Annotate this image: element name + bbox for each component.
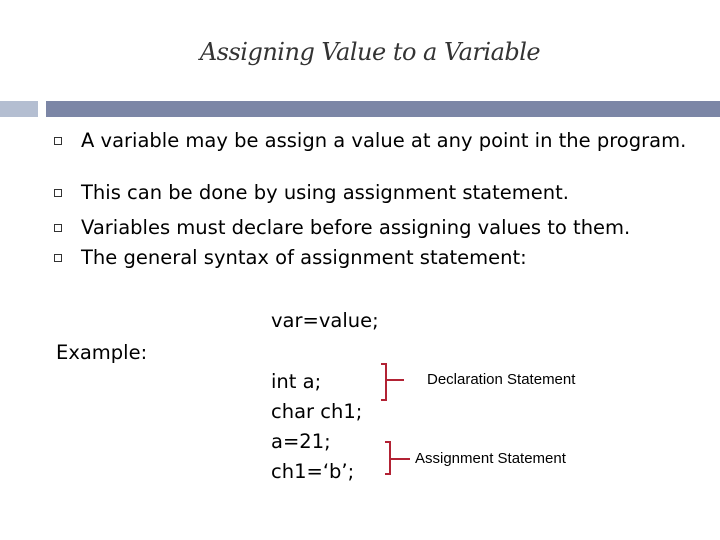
assignment-label: Assignment Statement — [415, 450, 566, 467]
declaration-label: Declaration Statement — [427, 371, 576, 388]
example-label: Example: — [56, 341, 148, 364]
bullet-text: This can be done by using assignment statement. — [81, 181, 569, 204]
syntax-text: var=value; — [271, 309, 379, 332]
code-line: int a; — [271, 370, 322, 393]
code-line: a=21; — [271, 430, 331, 453]
bullet-text: The general syntax of assignment statement: — [81, 246, 527, 269]
bullet-text: Variables must declare before assigning values to them. — [81, 216, 631, 239]
assignment-bracket-icon — [385, 442, 410, 474]
code-line: ch1=‘b’; — [271, 460, 355, 483]
declaration-bracket-icon — [381, 364, 404, 400]
bullet-text: A variable may be assign a value at any point in the program. — [81, 129, 687, 152]
code-line: char ch1; — [271, 400, 363, 423]
slide-title: Assigning Value to a Variable — [199, 38, 541, 66]
